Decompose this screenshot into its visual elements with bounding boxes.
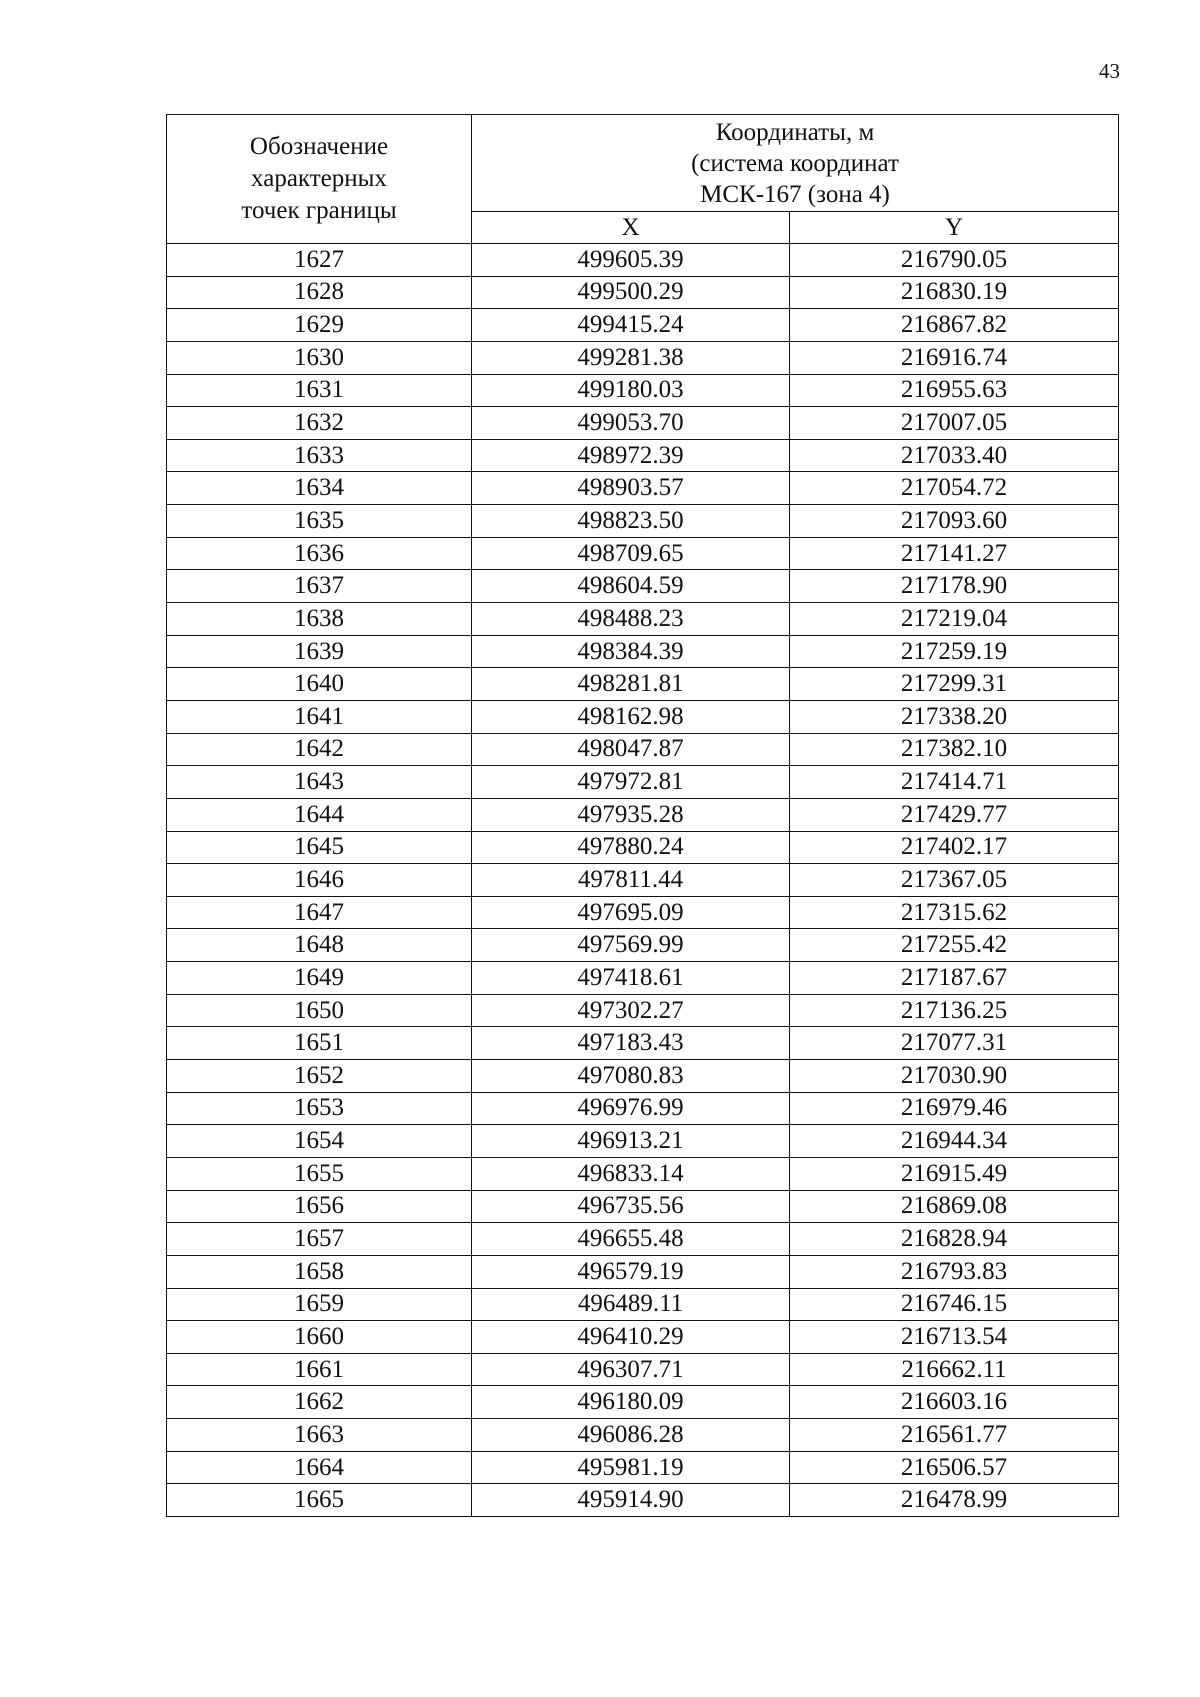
point-designation-header (167, 115, 472, 244)
y-coordinate-cell: 217402.17 (790, 831, 1119, 864)
table-header (167, 115, 1119, 244)
x-coordinate-cell: 497695.09 (472, 896, 790, 929)
table-row (167, 1451, 1119, 1484)
coordinates-header-line: МСК-167 (зона 4) (700, 180, 890, 208)
table-row (167, 472, 1119, 505)
y-coordinate-cell: 217030.90 (790, 1060, 1119, 1093)
x-coordinate-cell: 498281.81 (472, 668, 790, 701)
table-row (167, 1157, 1119, 1190)
point-cell: 1645 (167, 831, 472, 864)
table-row (167, 276, 1119, 309)
x-coordinate-cell: 498709.65 (472, 537, 790, 570)
point-cell: 1627 (167, 244, 472, 277)
x-coordinate-cell: 497880.24 (472, 831, 790, 864)
x-coordinate-cell: 498488.23 (472, 603, 790, 636)
y-coordinate-cell: 217077.31 (790, 1027, 1119, 1060)
y-coordinate-cell: 216793.83 (790, 1255, 1119, 1288)
table-row (167, 603, 1119, 636)
x-coordinate-cell: 498604.59 (472, 570, 790, 603)
y-coordinate-cell: 217178.90 (790, 570, 1119, 603)
point-cell: 1649 (167, 962, 472, 995)
y-coordinate-cell: 216830.19 (790, 276, 1119, 309)
point-cell: 1628 (167, 276, 472, 309)
x-coordinate-cell: 497183.43 (472, 1027, 790, 1060)
y-coordinate-cell: 216979.46 (790, 1092, 1119, 1125)
table-row (167, 570, 1119, 603)
table-row (167, 929, 1119, 962)
point-cell: 1631 (167, 374, 472, 407)
point-cell: 1663 (167, 1419, 472, 1452)
coordinates-header (472, 115, 1119, 212)
x-coordinate-cell: 499605.39 (472, 244, 790, 277)
x-coordinate-cell: 498047.87 (472, 733, 790, 766)
point-cell: 1646 (167, 864, 472, 897)
x-coordinate-cell: 496913.21 (472, 1125, 790, 1158)
table-row (167, 668, 1119, 701)
y-coordinate-cell: 217299.31 (790, 668, 1119, 701)
y-coordinate-cell: 216506.57 (790, 1451, 1119, 1484)
x-column-header: X (472, 212, 790, 244)
table-row (167, 537, 1119, 570)
x-coordinate-cell: 497302.27 (472, 994, 790, 1027)
x-coordinate-cell: 496410.29 (472, 1321, 790, 1354)
point-cell: 1633 (167, 439, 472, 472)
y-coordinate-cell: 217219.04 (790, 603, 1119, 636)
x-coordinate-cell: 499053.70 (472, 407, 790, 440)
y-coordinate-cell: 217255.42 (790, 929, 1119, 962)
table-row (167, 733, 1119, 766)
x-coordinate-cell: 498972.39 (472, 439, 790, 472)
x-coordinate-cell: 496180.09 (472, 1386, 790, 1419)
y-coordinate-cell: 217033.40 (790, 439, 1119, 472)
table-row (167, 1353, 1119, 1386)
y-coordinate-cell: 217054.72 (790, 472, 1119, 505)
page-number: 43 (1099, 59, 1120, 83)
point-cell: 1656 (167, 1190, 472, 1223)
table-row (167, 505, 1119, 538)
table-row (167, 1223, 1119, 1256)
y-coordinate-cell: 217382.10 (790, 733, 1119, 766)
y-coordinate-cell: 217136.25 (790, 994, 1119, 1027)
x-coordinate-cell: 496307.71 (472, 1353, 790, 1386)
y-coordinate-cell: 217141.27 (790, 537, 1119, 570)
y-column-header: Y (790, 212, 1119, 244)
y-coordinate-cell: 217429.77 (790, 798, 1119, 831)
y-coordinate-cell: 217093.60 (790, 505, 1119, 538)
point-cell: 1660 (167, 1321, 472, 1354)
point-cell: 1630 (167, 341, 472, 374)
table-row (167, 1190, 1119, 1223)
x-coordinate-cell: 496086.28 (472, 1419, 790, 1452)
table-body (167, 244, 1119, 1517)
point-cell: 1640 (167, 668, 472, 701)
x-coordinate-cell: 496735.56 (472, 1190, 790, 1223)
y-coordinate-cell: 216869.08 (790, 1190, 1119, 1223)
table-row (167, 994, 1119, 1027)
table-row (167, 896, 1119, 929)
point-header-line: характерных (251, 165, 387, 192)
x-coordinate-cell: 499281.38 (472, 341, 790, 374)
y-coordinate-cell: 216867.82 (790, 309, 1119, 342)
x-coordinate-cell: 498384.39 (472, 635, 790, 668)
coordinates-header-line: (система координат (691, 149, 899, 177)
y-coordinate-cell: 216561.77 (790, 1419, 1119, 1452)
point-cell: 1639 (167, 635, 472, 668)
table-row (167, 700, 1119, 733)
point-cell: 1642 (167, 733, 472, 766)
table-row (167, 1484, 1119, 1517)
y-coordinate-cell: 216944.34 (790, 1125, 1119, 1158)
x-coordinate-cell: 495981.19 (472, 1451, 790, 1484)
table-row (167, 439, 1119, 472)
table-row (167, 1255, 1119, 1288)
x-coordinate-cell: 496579.19 (472, 1255, 790, 1288)
point-cell: 1641 (167, 700, 472, 733)
point-cell: 1638 (167, 603, 472, 636)
x-coordinate-cell: 499415.24 (472, 309, 790, 342)
x-coordinate-cell: 499180.03 (472, 374, 790, 407)
x-coordinate-cell: 497811.44 (472, 864, 790, 897)
y-coordinate-cell: 217367.05 (790, 864, 1119, 897)
y-coordinate-cell: 216916.74 (790, 341, 1119, 374)
table-row (167, 1027, 1119, 1060)
y-coordinate-cell: 216603.16 (790, 1386, 1119, 1419)
point-cell: 1647 (167, 896, 472, 929)
table-row (167, 407, 1119, 440)
x-coordinate-cell: 498162.98 (472, 700, 790, 733)
coordinates-table (166, 114, 1119, 1517)
y-coordinate-cell: 216662.11 (790, 1353, 1119, 1386)
table-row (167, 864, 1119, 897)
point-cell: 1662 (167, 1386, 472, 1419)
y-coordinate-cell: 216790.05 (790, 244, 1119, 277)
y-coordinate-cell: 216713.54 (790, 1321, 1119, 1354)
point-cell: 1658 (167, 1255, 472, 1288)
table-row (167, 766, 1119, 799)
table-row (167, 341, 1119, 374)
x-coordinate-cell: 497569.99 (472, 929, 790, 962)
table-row (167, 374, 1119, 407)
y-coordinate-cell: 216955.63 (790, 374, 1119, 407)
point-header-line: точек границы (241, 197, 397, 224)
point-cell: 1657 (167, 1223, 472, 1256)
y-coordinate-cell: 216746.15 (790, 1288, 1119, 1321)
y-coordinate-cell: 216915.49 (790, 1157, 1119, 1190)
table-row (167, 798, 1119, 831)
y-coordinate-cell: 217315.62 (790, 896, 1119, 929)
y-coordinate-cell: 217338.20 (790, 700, 1119, 733)
x-coordinate-cell: 498823.50 (472, 505, 790, 538)
point-header-line: Обозначение (249, 133, 389, 160)
x-coordinate-cell: 496976.99 (472, 1092, 790, 1125)
y-coordinate-cell: 217187.67 (790, 962, 1119, 995)
point-cell: 1654 (167, 1125, 472, 1158)
point-cell: 1643 (167, 766, 472, 799)
table-row (167, 1060, 1119, 1093)
point-cell: 1634 (167, 472, 472, 505)
point-cell: 1665 (167, 1484, 472, 1517)
table-row (167, 244, 1119, 277)
table-row (167, 1125, 1119, 1158)
x-coordinate-cell: 495914.90 (472, 1484, 790, 1517)
x-coordinate-cell: 496655.48 (472, 1223, 790, 1256)
table-row (167, 1092, 1119, 1125)
x-coordinate-cell: 496489.11 (472, 1288, 790, 1321)
point-cell: 1644 (167, 798, 472, 831)
table-row (167, 1386, 1119, 1419)
y-coordinate-cell: 217007.05 (790, 407, 1119, 440)
point-cell: 1637 (167, 570, 472, 603)
x-coordinate-cell: 497080.83 (472, 1060, 790, 1093)
point-cell: 1651 (167, 1027, 472, 1060)
point-cell: 1659 (167, 1288, 472, 1321)
table-row (167, 1419, 1119, 1452)
x-coordinate-cell: 497972.81 (472, 766, 790, 799)
table-row (167, 1321, 1119, 1354)
point-cell: 1652 (167, 1060, 472, 1093)
x-coordinate-cell: 497935.28 (472, 798, 790, 831)
x-coordinate-cell: 496833.14 (472, 1157, 790, 1190)
table-row (167, 962, 1119, 995)
y-coordinate-cell: 217414.71 (790, 766, 1119, 799)
point-cell: 1664 (167, 1451, 472, 1484)
table-row (167, 635, 1119, 668)
point-cell: 1632 (167, 407, 472, 440)
point-cell: 1648 (167, 929, 472, 962)
point-cell: 1653 (167, 1092, 472, 1125)
x-coordinate-cell: 497418.61 (472, 962, 790, 995)
point-cell: 1661 (167, 1353, 472, 1386)
x-coordinate-cell: 498903.57 (472, 472, 790, 505)
point-cell: 1650 (167, 994, 472, 1027)
table-row (167, 1288, 1119, 1321)
y-coordinate-cell: 216828.94 (790, 1223, 1119, 1256)
x-coordinate-cell: 499500.29 (472, 276, 790, 309)
point-cell: 1635 (167, 505, 472, 538)
table-row (167, 831, 1119, 864)
point-cell: 1629 (167, 309, 472, 342)
point-cell: 1636 (167, 537, 472, 570)
coordinates-header-line: Координаты, м (715, 118, 875, 146)
point-cell: 1655 (167, 1157, 472, 1190)
y-coordinate-cell: 217259.19 (790, 635, 1119, 668)
table-row (167, 309, 1119, 342)
y-coordinate-cell: 216478.99 (790, 1484, 1119, 1517)
